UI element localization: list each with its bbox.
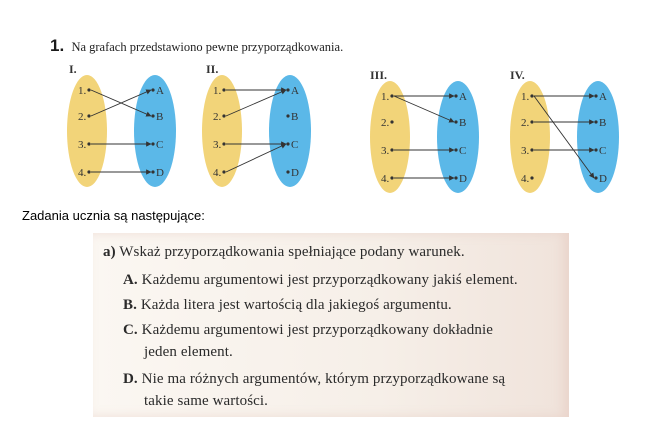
codomain-point — [286, 142, 289, 145]
domain-element: 4. — [521, 173, 530, 185]
graph-label: II. — [206, 62, 219, 76]
domain-set — [510, 81, 550, 193]
task-item-a — [123, 272, 518, 289]
task-panel — [93, 233, 569, 417]
graph-diagram — [65, 62, 181, 192]
codomain-point — [594, 120, 597, 123]
task-title-line — [103, 244, 465, 261]
domain-point — [222, 170, 225, 173]
domain-element: 1. — [521, 91, 530, 103]
task-item-letter: A. — [123, 272, 138, 288]
task-title: Wskaż przyporządkowania spełniające podany warunek. — [119, 244, 465, 260]
codomain-element: A — [156, 85, 164, 97]
domain-point — [530, 176, 533, 179]
codomain-point — [286, 88, 289, 91]
graph-iii — [368, 68, 484, 198]
domain-element: 2. — [381, 117, 390, 129]
domain-point — [222, 88, 225, 91]
domain-point — [390, 120, 393, 123]
codomain-point — [594, 176, 597, 179]
domain-point — [530, 120, 533, 123]
codomain-element: B — [459, 117, 467, 129]
codomain-point — [454, 176, 457, 179]
codomain-point — [454, 120, 457, 123]
codomain-element: D — [156, 167, 164, 179]
graph-label: I. — [69, 62, 77, 76]
graph-iv — [508, 68, 624, 198]
domain-set — [202, 75, 242, 187]
domain-point — [87, 170, 90, 173]
codomain-point — [151, 170, 154, 173]
codomain-set — [269, 75, 311, 187]
domain-element: 1. — [78, 85, 87, 97]
codomain-point — [594, 94, 597, 97]
graph-diagram — [508, 68, 624, 198]
graph-diagram — [200, 62, 316, 192]
domain-point — [87, 142, 90, 145]
codomain-element: C — [156, 139, 164, 151]
domain-element: 3. — [381, 145, 390, 157]
graph-diagram — [368, 68, 484, 198]
task-item-d-continuation: takie same wartości. — [144, 393, 269, 409]
codomain-element: B — [156, 111, 164, 123]
codomain-point — [286, 114, 289, 117]
codomain-element: D — [459, 173, 467, 185]
codomain-point — [594, 148, 597, 151]
task-item-c-continuation: jeden element. — [144, 344, 233, 360]
codomain-element: D — [291, 167, 299, 179]
domain-element: 2. — [213, 111, 222, 123]
task-item-letter: C. — [123, 322, 138, 338]
codomain-element: A — [599, 91, 607, 103]
domain-set — [370, 81, 410, 193]
task-item-d — [123, 371, 505, 388]
exercise-heading — [50, 36, 343, 56]
graph-ii — [200, 62, 316, 192]
codomain-set — [437, 81, 479, 193]
domain-set — [67, 75, 107, 187]
domain-element: 3. — [78, 139, 87, 151]
codomain-point — [454, 94, 457, 97]
task-prefix: a) — [103, 244, 116, 260]
graph-i — [65, 62, 181, 192]
domain-point — [222, 114, 225, 117]
domain-point — [390, 148, 393, 151]
codomain-element: A — [459, 91, 467, 103]
domain-element: 1. — [213, 85, 222, 97]
codomain-element: B — [599, 117, 607, 129]
task-item-letter: B. — [123, 297, 137, 313]
domain-point — [87, 114, 90, 117]
domain-point — [390, 94, 393, 97]
codomain-point — [151, 114, 154, 117]
domain-point — [530, 148, 533, 151]
codomain-element: D — [599, 173, 607, 185]
exercise-instruction: Na grafach przedstawiono pewne przyporządkowania. — [71, 40, 344, 54]
domain-element: 1. — [381, 91, 390, 103]
domain-point — [390, 176, 393, 179]
codomain-element: C — [291, 139, 299, 151]
codomain-point — [151, 142, 154, 145]
codomain-set — [577, 81, 619, 193]
domain-element: 2. — [521, 117, 530, 129]
codomain-element: C — [459, 145, 467, 157]
domain-element: 4. — [78, 167, 87, 179]
domain-element: 2. — [78, 111, 87, 123]
codomain-element: C — [599, 145, 607, 157]
domain-point — [222, 142, 225, 145]
domain-point — [87, 88, 90, 91]
graph-label: IV. — [510, 68, 525, 82]
task-item-c — [123, 322, 493, 339]
domain-point — [530, 94, 533, 97]
task-item-text: Nie ma różnych argumentów, którym przyporządkowane są — [141, 371, 506, 387]
task-item-letter: D. — [123, 371, 138, 387]
codomain-point — [454, 148, 457, 151]
intro-text: Zadania ucznia są następujące: — [22, 208, 205, 223]
codomain-point — [151, 88, 154, 91]
domain-element: 3. — [213, 139, 222, 151]
task-item-b — [123, 297, 452, 314]
domain-element: 4. — [381, 173, 390, 185]
task-item-text: Każda litera jest wartością dla jakiegoś argumentu. — [140, 297, 452, 313]
task-item-text: Każdemu argumentowi jest przyporządkowany dokładnie — [141, 322, 494, 338]
task-item-text: Każdemu argumentowi jest przyporządkowany jakiś element. — [141, 272, 518, 288]
codomain-point — [286, 170, 289, 173]
graph-label: III. — [370, 68, 388, 82]
exercise-number: 1. — [50, 36, 65, 55]
domain-element: 4. — [213, 167, 222, 179]
domain-element: 3. — [521, 145, 530, 157]
codomain-set — [134, 75, 176, 187]
codomain-element: A — [291, 85, 299, 97]
codomain-element: B — [291, 111, 299, 123]
